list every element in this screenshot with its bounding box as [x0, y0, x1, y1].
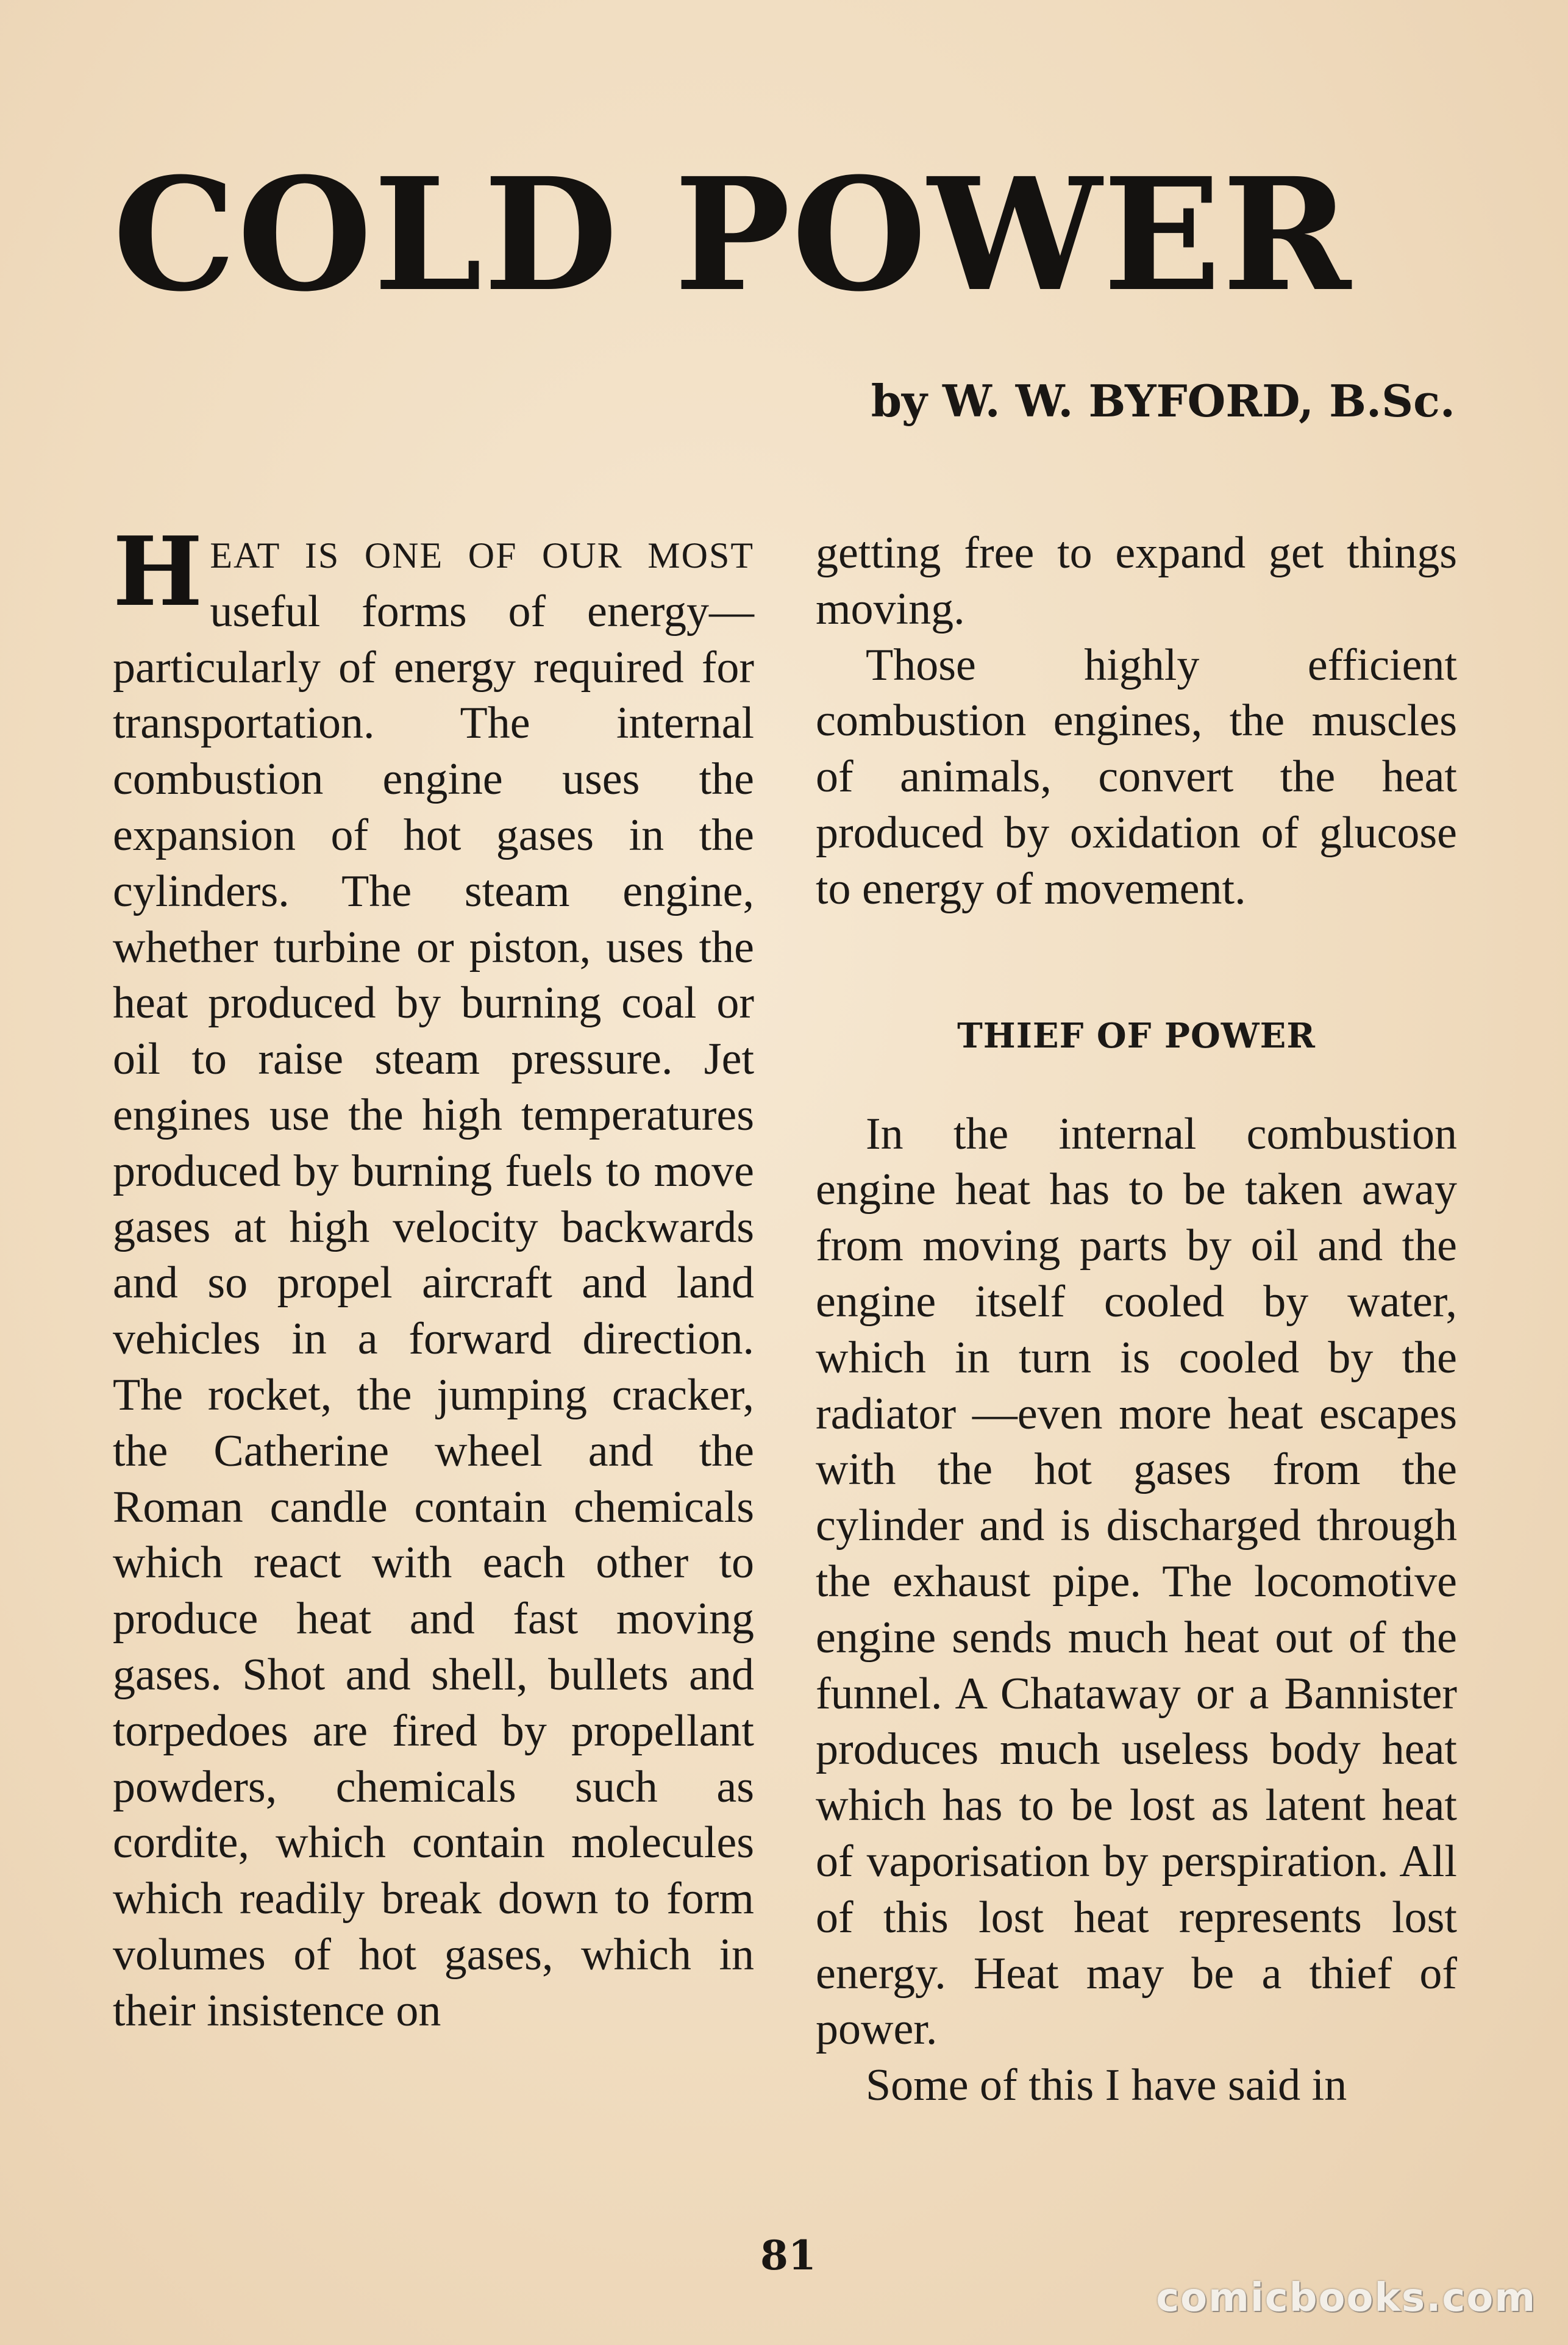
paragraph-closing: Some of this I have said in — [866, 2060, 1347, 2111]
lead-in-smallcaps: EAT IS ONE OF OUR MOST — [210, 535, 754, 576]
right-column — [816, 526, 1457, 2114]
article-title: COLD POWER — [113, 144, 1352, 326]
paragraph-thief-of-power: In the internal combustion engine heat has to be taken away from moving parts by oil and the engine itself cooled by water, which in turn is cooled by the radiator —even more heat escapes with the hot gases from the cylinder and is discharged through the exhaust pipe. The locomotive engine sends much heat out of the funnel. A Chataway or a Bannister produces much useless body heat which has to be lost as latent heat of vaporisation by perspiration. All of this lost heat represents lost energy. Heat may be a thief of power. — [816, 1108, 1457, 2055]
opening-paragraph-text: useful forms of energy—particularly of energy required for transportation. The internal combustion engine uses the expansion of hot gases in the cylinders. The steam engine, whether turbine or piston, uses the heat produced by burning coal or oil to raise steam pressure. Jet engines use the high temperatures produced by burning fuels to move gases at high velocity backwards and so propel aircraft and land vehicles in a forward direction. The rocket, the jumping cracker, the Catherine wheel and the Roman candle contain chemicals which react with each other to produce heat and fast moving gases. Shot and shell, bullets and torpedoes are fired by propellant powders, chemicals such as cordite, which contain molecules which readily break down to form volumes of hot gases, which in their insistence on — [113, 586, 754, 2036]
paragraph-muscles: Those highly efficient combustion engines, the muscles of animals, convert the heat produced by oxidation of glucose to energy of movement. — [816, 640, 1457, 914]
opening-paragraph — [113, 516, 754, 2040]
continued-paragraph: getting free to expand get things moving. — [816, 528, 1457, 634]
page-number: 81 — [760, 2232, 816, 2279]
drop-cap: H — [113, 516, 203, 627]
byline: by W. W. BYFORD, B.Sc. — [871, 375, 1455, 427]
watermark-logo: comicbooks.com — [1156, 2275, 1536, 2321]
left-column — [113, 516, 754, 2040]
section-heading: THIEF OF POWER — [957, 1015, 1316, 1056]
